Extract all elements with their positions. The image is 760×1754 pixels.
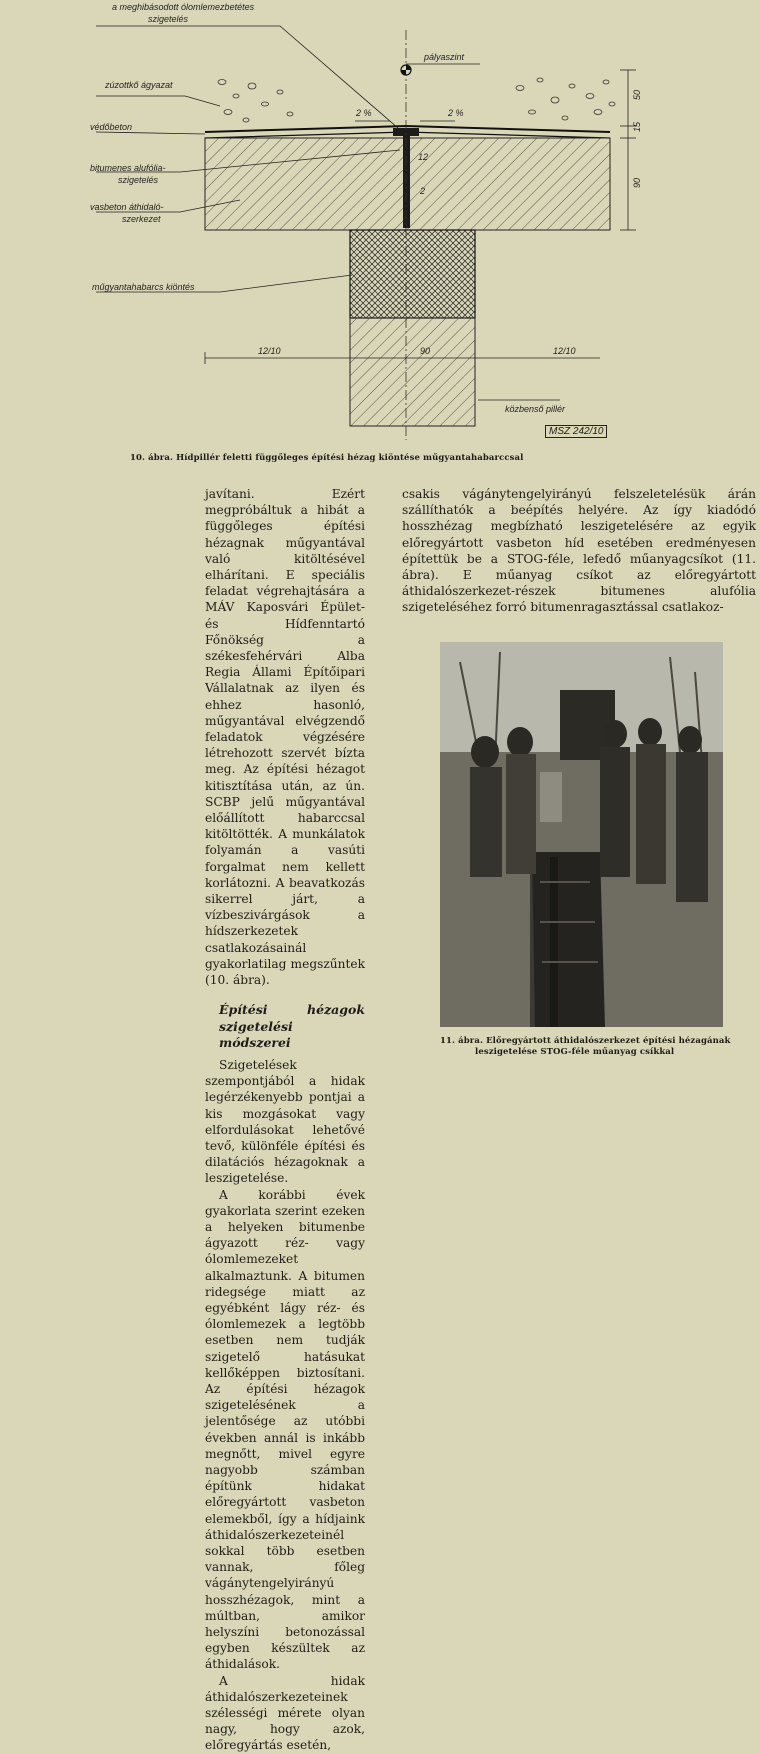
label-protective-concrete: védőbeton <box>90 122 133 132</box>
label-middle-pier: közbenső pillér <box>505 404 566 414</box>
dim-50: 50 <box>632 89 643 101</box>
dim-slope-left: 2 % <box>356 108 372 118</box>
dim-12: 12 <box>418 152 429 162</box>
section-heading: Építési hézagok szigetelési módszerei <box>219 1002 365 1050</box>
dim-90-vertical: 90 <box>632 177 643 189</box>
dim-span-left: 12/10 <box>258 346 281 356</box>
figure-11-caption-line1: 11. ábra. Előregyártott áthidalószerkezet építési hézagának <box>440 1036 731 1046</box>
figure-10-caption: 10. ábra. Hídpillér feletti függőleges építési hézag kiöntése műgyantahabarccsal <box>130 453 524 463</box>
dim-span-mid: 90 <box>420 346 431 356</box>
left-paragraph-2: Szigetelések szempontjából a hidak legérzékenyebb pontjai a kis mozgásokat vagy elfordulásokat lehetővé tevő, különféle építési és dilatációs hézagoknak a leszigetelése. <box>205 1057 365 1186</box>
label-deck: vasbeton áthidaló- <box>90 202 164 212</box>
label-faulty-seal-2: szigetelés <box>148 14 189 24</box>
label-deck-2: szerkezet <box>122 214 161 224</box>
figure-11-photo <box>440 642 723 1027</box>
label-ballast: zúzottkő ágyazat <box>105 80 173 90</box>
figure-11-caption-line2: leszigetelése STOG-féle műanyag csíkkal <box>475 1047 675 1057</box>
left-paragraph-1: javítani. Ezért megpróbáltuk a hibát a függőleges építési hézagnak műgyantával való kitöltésével elhárítani. E speciális feladat végrehajtására a MÁV Kaposvári Épület- és Hídfenntartó Főnökség a székesfehérvári Alba Regia Állami Építőipari Vállalatnak az ilyen és ehhez hasonló, műgyantával elvégzendő feladatok végzésére létrehozott szervét bízta meg. Az építési hézagot kitisztítása után, az ún. SCBP jelű műgyantával előállított habarccsal kitöltötték. A munkálatok folyamán a vasúti forgalmat nem kellett korlátozni. A beavatkozás sikerrel járt, a vízbeszivárgások a hídszerkezetek csatlakozásainál gyakorlatilag megszűntek (10. ábra). <box>205 487 365 988</box>
label-bitumen-seal-2: szigetelés <box>118 175 159 185</box>
ballast-stones <box>218 78 615 122</box>
label-faulty-seal: a meghibásodott ólomlemezbetétes <box>112 2 255 12</box>
dim-span-right: 12/10 <box>553 346 576 356</box>
left-paragraph-4: A hidak áthidalószerkezeteinek szélességi mérete olyan nagy, hogy azok, előregyártás esetén, <box>205 1673 365 1753</box>
figure-10-drawing <box>0 0 760 450</box>
right-column-text <box>402 486 756 616</box>
dim-slope-right: 2 % <box>448 108 464 118</box>
dim-2: 2 <box>420 186 426 196</box>
label-track-level: pályaszint <box>424 52 465 62</box>
label-resin-fill: műgyantahabarcs kiöntés <box>92 282 195 292</box>
left-column-text <box>205 486 365 1754</box>
standard-stamp: MSZ 242/10 <box>545 425 607 438</box>
dim-15: 15 <box>632 121 643 133</box>
photo-illustration <box>440 642 723 1027</box>
left-paragraph-3: A korábbi évek gyakorlata szerint ezeken a helyeken bitumenbe ágyazott réz- vagy ólomlemezeket alkalmaztunk. A bitumen ridegsége miatt az egyébként lágy réz- és ólomlemezek a legtöbb esetben nem tudják szigetelő hatásukat kellőképpen biztosítani. Az építési hézagok szigetelésének a jelentősége az utóbbi években annál is inkább megnőtt, mivel egyre nagyobb számban építünk hidakat előregyártott vasbeton elemekből, így a hídjaink áthidalószerkezeteinél sokkal több esetben vannak, főleg vágánytengelyirányú hosszhézagok, mint a múltban, amikor helyszíni betonozással egyben készültek az áthidalások. <box>205 1187 365 1672</box>
right-paragraph-1: csakis vágánytengelyirányú felszeletelésük árán szállíthatók a beépítés helyére. Az így kiadódó hosszhézag megbízható leszigetelésére az egyik előregyártott vasbeton híd esetében eredményesen építettük be a STOG-féle, lefedő műanyagcsíkot (11. ábra). E műanyag csíkot az előregyártott áthidalószerkezet-részek bitumenes alufólia szigeteléséhez forró bitumenragasztással csatlakoz- <box>402 487 756 615</box>
label-bitumen-seal: bitumenes alufólia- <box>90 163 166 173</box>
